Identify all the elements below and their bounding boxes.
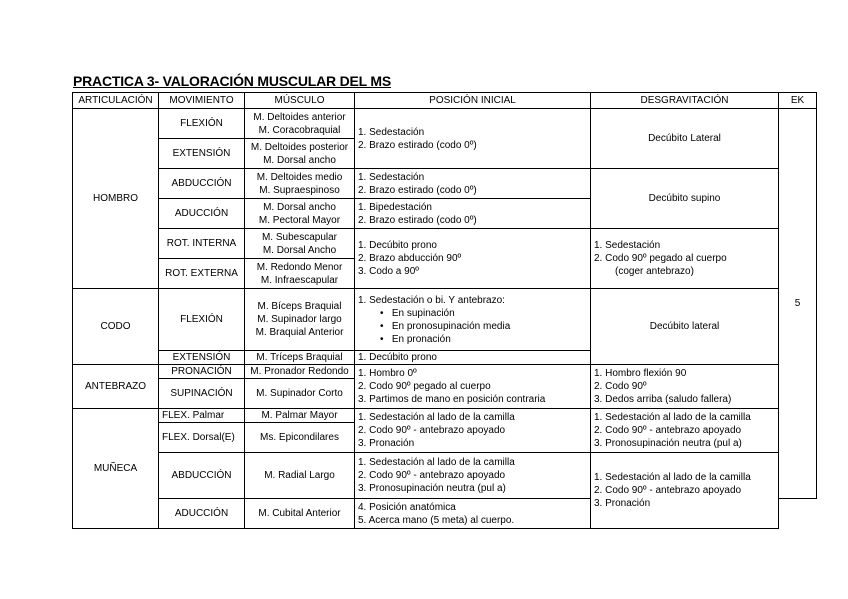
posicion-line: 2. Brazo estirado (codo 0º)	[358, 214, 477, 226]
posicion-line: 3. Codo a 90º	[358, 266, 419, 277]
musculo-cell: M. Supinador Corto	[245, 379, 355, 409]
posicion-cell	[355, 453, 591, 499]
musculo-line: M. Infraescapular	[260, 274, 339, 286]
movimiento-cell: ROT. EXTERNA	[159, 259, 245, 289]
musculo-cell	[245, 169, 355, 199]
musculo-line: M. Deltoides medio	[256, 171, 343, 183]
musculo-line: M. Bíceps Braquial	[257, 301, 342, 312]
header-musculo: MÚSCULO	[245, 93, 355, 109]
movimiento-cell: SUPINACIÓN	[159, 379, 245, 409]
posicion-cell	[355, 409, 591, 453]
desgravitacion-cell: Decúbito Lateral	[591, 109, 779, 169]
desgravitacion-cell: Decúbito lateral	[591, 289, 779, 365]
musculo-line: M. Dorsal ancho	[263, 154, 336, 166]
desgravitacion-cell: Decúbito supino	[591, 169, 779, 229]
desgravitacion-line: 1. Sedestación al lado de la camilla	[594, 472, 751, 483]
posicion-bullet: • En supinación	[380, 307, 455, 319]
posicion-line: 2. Codo 90º - antebrazo apoyado	[358, 425, 506, 436]
movimiento-cell: FLEX. Dorsal(E)	[159, 423, 245, 453]
bullet-text: En pronosupinación media	[391, 320, 511, 332]
articulacion-hombro: HOMBRO	[73, 109, 159, 289]
posicion-line: 1. Sedestación	[358, 171, 425, 183]
muscle-assessment-table	[72, 92, 817, 529]
musculo-cell	[245, 259, 355, 289]
movimiento-cell: ADUCCIÓN	[159, 199, 245, 229]
musculo-cell	[245, 109, 355, 139]
posicion-line: 1. Sedestación al lado de la camilla	[358, 457, 515, 468]
desgravitacion-line: 1. Sedestación al lado de la camilla	[594, 412, 751, 423]
desgravitacion-cell	[591, 229, 779, 289]
desgravitacion-line: 3. Dedos arriba (saludo fallera)	[594, 394, 732, 405]
articulacion-antebrazo: ANTEBRAZO	[73, 365, 159, 409]
posicion-line: 1. Sedestación al lado de la camilla	[358, 412, 515, 423]
posicion-line: 1. Sedestación o bi. Y antebrazo:	[358, 294, 505, 306]
posicion-line: 1. Hombro 0º	[358, 368, 417, 379]
movimiento-cell: FLEX. Palmar	[159, 409, 245, 423]
page-title: PRACTICA 3- VALORACIÓN MUSCULAR DEL MS	[73, 73, 392, 89]
table-row	[73, 289, 817, 351]
movimiento-cell: ABDUCCIÓN	[159, 453, 245, 499]
musculo-cell: Ms. Epicondilares	[245, 423, 355, 453]
movimiento-cell: ADUCCIÓN	[159, 499, 245, 529]
desgravitacion-line: 3. Pronación	[594, 498, 651, 509]
table-row	[73, 453, 817, 499]
bullet-text: En pronación	[391, 333, 451, 345]
musculo-line: M. Subescapular	[261, 231, 338, 243]
table-row	[73, 169, 817, 199]
musculo-line: M. Supinador largo	[257, 314, 342, 325]
desgravitacion-line: (coger antebrazo)	[615, 266, 694, 277]
desgravitacion-line: 2. Codo 90º	[594, 381, 647, 392]
posicion-cell	[355, 499, 591, 529]
posicion-line: 3. Pronación	[358, 438, 415, 449]
posicion-line: 1. Bipedestación	[358, 201, 432, 213]
musculo-cell	[245, 229, 355, 259]
ek-cell: 5	[779, 109, 817, 499]
desgravitacion-cell	[591, 409, 779, 453]
posicion-line: 3. Pronosupinación neutra (pul a)	[358, 483, 506, 494]
posicion-line: 4. Posición anatómica	[358, 501, 456, 513]
musculo-line: M. Pectoral Mayor	[258, 214, 341, 226]
posicion-line: 5. Acerca mano (5 meta) al cuerpo.	[358, 514, 515, 526]
bullet-text: En supinación	[391, 307, 455, 319]
desgravitacion-cell	[591, 365, 779, 409]
movimiento-cell: EXTENSIÓN	[159, 351, 245, 365]
posicion-line: 2. Brazo estirado (codo 0º)	[358, 139, 477, 151]
posicion-line: 1. Sedestación	[358, 126, 425, 138]
musculo-line: M. Deltoides posterior	[250, 141, 349, 153]
musculo-cell	[245, 199, 355, 229]
musculo-cell: M. Radial Largo	[245, 453, 355, 499]
posicion-cell	[355, 169, 591, 199]
posicion-line: 3. Partimos de mano en posición contraria	[358, 394, 546, 405]
desgravitacion-line: 1. Sedestación	[594, 240, 661, 251]
articulacion-muneca: MUÑECA	[73, 409, 159, 529]
desgravitacion-line: 2. Codo 90º - antebrazo apoyado	[594, 485, 742, 496]
header-movimiento: MOVIMIENTO	[159, 93, 245, 109]
posicion-line: 2. Brazo abducción 90º	[358, 253, 462, 264]
posicion-cell	[355, 365, 591, 409]
movimiento-cell: FLEXIÓN	[159, 289, 245, 351]
table-row	[73, 365, 817, 379]
musculo-line: M. Deltoides anterior	[253, 111, 346, 123]
posicion-cell: 1. Decúbito prono	[355, 351, 591, 365]
desgravitacion-cell	[591, 453, 779, 529]
musculo-cell: M. Palmar Mayor	[245, 409, 355, 423]
table-row	[73, 109, 817, 139]
musculo-cell	[245, 139, 355, 169]
posicion-bullet: • En pronación	[380, 333, 451, 345]
desgravitacion-line: 2. Codo 90º pegado al cuerpo	[594, 253, 727, 264]
posicion-bullet: • En pronosupinación media	[380, 320, 511, 332]
musculo-cell: M. Tríceps Braquial	[245, 351, 355, 365]
musculo-cell: M. Cubital Anterior	[245, 499, 355, 529]
musculo-line: M. Supraespinoso	[259, 184, 340, 196]
movimiento-cell: ROT. INTERNA	[159, 229, 245, 259]
musculo-line: M. Dorsal Ancho	[262, 244, 337, 256]
header-row	[73, 93, 817, 109]
posicion-cell	[355, 289, 591, 351]
movimiento-cell: FLEXIÓN	[159, 109, 245, 139]
desgravitacion-line: 3. Pronosupinación neutra (pul a)	[594, 438, 742, 449]
movimiento-cell: ABDUCCIÓN	[159, 169, 245, 199]
posicion-line: 1. Decúbito prono	[358, 240, 437, 251]
posicion-cell	[355, 229, 591, 289]
posicion-cell	[355, 109, 591, 169]
movimiento-cell: EXTENSIÓN	[159, 139, 245, 169]
posicion-line: 2. Brazo estirado (codo 0º)	[358, 184, 477, 196]
desgravitacion-line: 2. Codo 90º - antebrazo apoyado	[594, 425, 742, 436]
header-desgravitacion: DESGRAVITACIÓN	[591, 93, 779, 109]
posicion-cell	[355, 199, 591, 229]
table-row	[73, 409, 817, 423]
header-ek: EK	[779, 93, 817, 109]
desgravitacion-line: 1. Hombro flexión 90	[594, 368, 687, 379]
musculo-line: M. Redondo Menor	[256, 261, 343, 273]
musculo-line: M. Dorsal ancho	[263, 201, 336, 213]
header-articulacion: ARTICULACIÓN	[73, 93, 159, 109]
articulacion-codo: CODO	[73, 289, 159, 365]
movimiento-cell: PRONACIÓN	[159, 365, 245, 379]
table-row	[73, 229, 817, 259]
musculo-line: M. Braquial Anterior	[255, 327, 344, 338]
posicion-line: 2. Codo 90º pegado al cuerpo	[358, 381, 491, 392]
musculo-cell	[245, 289, 355, 351]
posicion-line: 2. Codo 90º - antebrazo apoyado	[358, 470, 506, 481]
musculo-line: M. Coracobraquial	[258, 124, 341, 136]
header-posicion: POSICIÓN INICIAL	[355, 93, 591, 109]
musculo-cell: M. Pronador Redondo	[245, 365, 355, 379]
